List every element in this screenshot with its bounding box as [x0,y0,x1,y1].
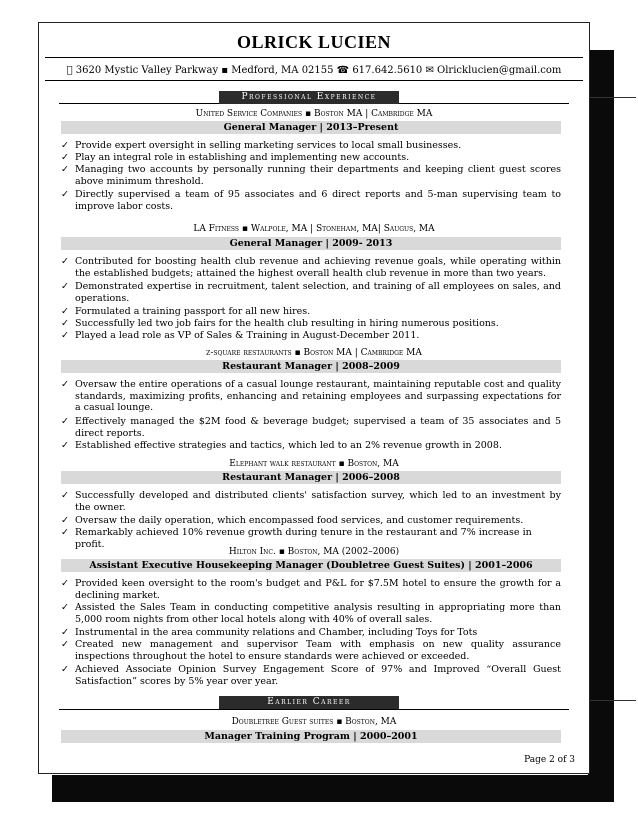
checkmark-icon: ✓ [61,152,69,163]
checkmark-icon: ✓ [61,602,69,613]
bullet-item: ✓ Formulated a training passport for all new hires. [61,306,311,317]
bullet-item: ✓ Effectively managed the $2M food & beverage budget; supervised a team of 35 associates and 5 direct reports. [61,416,561,439]
job-title-bar: General Manager | 2013–Present [61,121,561,134]
checkmark-icon: ✓ [61,140,69,151]
job-title-bar: Restaurant Manager | 2008–2009 [61,360,561,373]
job-title-bar: Restaurant Manager | 2006–2008 [61,471,561,484]
bullet-item: ✓ Oversaw the daily operation, which encompassed food services, and customer requirements. [61,515,524,526]
header-rule-bottom [45,80,583,81]
section-line-earlier [59,709,569,710]
bullet-item: ✓ Played a lead role as VP of Sales & Training in August-December 2011. [61,330,420,341]
company-line: LA Fitness ▪ Walpole, MA | Stoneham, MA| Saugus, MA [193,224,435,234]
bullet-item: ✓ Successfully developed and distributed clients' satisfaction survey, which led to an investment by the owner. [61,490,561,513]
bullet-item: ✓ Achieved Associate Opinion Survey Engagement Score of 97% and Improved “Overall Guest Satisfaction” scores by 5% year over year. [61,664,561,687]
page-number: Page 2 of 3 [524,755,575,765]
bullet-item: ✓ Remarkably achieved 10% revenue growth during tenure in the restaurant and 7% increase in profit. [61,527,532,550]
checkmark-icon: ✓ [61,490,69,501]
checkmark-icon: ✓ [61,379,69,390]
page-shadow-right [588,50,614,802]
bullet-item: ✓ Play an integral role in establishing and implementing new accounts. [61,152,410,163]
checkmark-icon: ✓ [61,639,69,650]
company-line: United Service Companies ▪ Boston MA | Cambridge MA [195,109,433,119]
checkmark-icon: ✓ [61,256,69,267]
bullet-item: ✓ Provide expert oversight in selling marketing services to local small businesses. [61,140,462,151]
resume-page [38,22,590,774]
checkmark-icon: ✓ [61,515,69,526]
section-title-experience: Professional Experience [219,91,399,104]
company-line: z-square restaurants ▪ Boston MA | Cambridge MA [206,348,422,358]
bullet-item: ✓ Directly supervised a team of 95 associates and 6 direct reports and 5-man supervising team to improve labor costs. [61,189,561,212]
bullet-item: ✓ Oversaw the entire operations of a casual lounge restaurant, maintaining reputable cost and quality standards, maximizing profits, enhancing and retaining employees and surpassing expectations for a casual lounge. [61,379,561,413]
bullet-item: ✓ Assisted the Sales Team in conducting competitive analysis resulting in appropriating more than 5,000 room nights from other local hotels along with 40% of overall sales. [61,602,561,625]
bullet-item: ✓ Provided keen oversight to the room's budget and P&L for $7.5M hotel to ensure the growth for a declining market. [61,578,561,601]
job-title-bar: General Manager | 2009- 2013 [61,237,561,250]
bullet-item: ✓ Established effective strategies and tactics, which led to an 2% revenue growth in 2008. [61,440,502,451]
checkmark-icon: ✓ [61,330,69,341]
margin-line-bottom [590,700,636,701]
job-title-bar: Assistant Executive Housekeeping Manager (Doubletree Guest Suites) | 2001–2006 [61,559,561,572]
job-title-bar: Manager Training Program | 2000–2001 [61,730,561,743]
checkmark-icon: ✓ [61,318,69,329]
margin-line-top [590,97,636,98]
resume-name: OLRICK LUCIEN [236,32,392,52]
bullet-item: ✓ Created new management and supervisor Team with emphasis on new quality assurance inspections throughout the hotel to ensure standards were achieved or exceeded. [61,639,561,662]
bullet-item: ✓ Managing two accounts by personally running their departments and keeping client guest scores above minimum threshold. [61,164,561,187]
checkmark-icon: ✓ [61,416,69,427]
checkmark-icon: ✓ [61,664,69,675]
bullet-item: ✓ Demonstrated expertise in recruitment, talent selection, and training of all employees on sales, and operations. [61,281,561,304]
checkmark-icon: ✓ [61,164,69,175]
checkmark-icon: ✓ [61,440,69,451]
company-line: Elephant walk restaurant ▪ Boston, MA [229,459,399,469]
checkmark-icon: ✓ [61,306,69,317]
company-line: Doubletree Guest suites ▪ Boston, MA [231,717,397,727]
page-shadow-bottom [52,775,614,802]
bullet-item: ✓ Instrumental in the area community relations and Chamber, including Toys for Tots [61,627,478,638]
header-rule-top [45,57,583,58]
company-line: Hilton Inc. ▪ Boston, MA (2002–2006) [228,547,400,557]
bullet-item: ✓ Successfully led two job fairs for the health club resulting in hiring numerous positions. [61,318,499,329]
checkmark-icon: ✓ [61,627,69,638]
section-title-earlier: Earlier Career [219,696,399,709]
checkmark-icon: ✓ [61,281,69,292]
bullet-item: ✓ Contributed for boosting health club revenue and achieving revenue goals, while operating within the established budgets; attained the highest overall health club revenue in more than two years. [61,256,561,279]
checkmark-icon: ✓ [61,527,69,538]
contact-line: 3620 Mystic Valley Parkway ▪ Medford, MA 02155 ☎ 617.642.5610 ✉ Olricklucien@gmail.com [71,65,557,76]
checkmark-icon: ✓ [61,189,69,200]
checkmark-icon: ✓ [61,578,69,589]
